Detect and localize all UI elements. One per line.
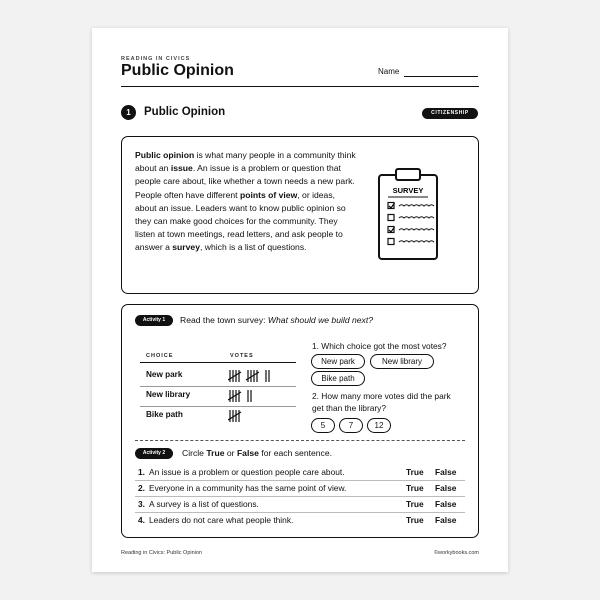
header-rule <box>121 86 479 87</box>
clipboard-title: SURVEY <box>392 186 424 195</box>
table-row-divider <box>140 406 296 407</box>
term-survey: survey <box>172 242 200 253</box>
table-header-rule <box>140 362 296 363</box>
footer-right: ©workybooks.com <box>433 550 479 556</box>
statement-row <box>138 483 346 493</box>
statement-number: 3. <box>138 499 145 509</box>
passage-span: , which is a list of questions. <box>199 242 307 253</box>
col-header-choice: CHOICE <box>146 353 174 359</box>
section-title: Public Opinion <box>144 106 226 118</box>
answer-option[interactable]: 7 <box>339 418 363 433</box>
prompt-true: True <box>206 448 225 458</box>
true-option[interactable]: True <box>406 483 424 493</box>
answer-option[interactable]: 5 <box>311 418 335 433</box>
false-option[interactable]: False <box>435 499 457 509</box>
statement-divider <box>135 480 465 481</box>
passage-span: is what many people in a community think about an <box>135 150 356 174</box>
statement-row <box>138 467 345 477</box>
answer-option[interactable]: New library <box>370 354 434 369</box>
passage-span: , or ideas, about an issue. Leaders want to know public opinion so they can make good choices for the community. They listen at town meetings, read letters, and ask people to answer a <box>135 189 346 253</box>
footer-left: Reading in Civics: Public Opinion <box>121 550 203 556</box>
tally-marks <box>228 408 298 424</box>
true-option[interactable]: True <box>406 515 424 525</box>
true-option[interactable]: True <box>406 499 424 509</box>
statement-text: Leaders do not care what people think. <box>149 515 294 525</box>
prompt-question: What should we build next? <box>267 315 374 325</box>
survey-choice: Bike path <box>146 410 183 419</box>
prompt-span: Read the town survey: <box>180 315 268 325</box>
statement-number: 1. <box>138 467 145 477</box>
statement-text: An issue is a problem or question people care about. <box>149 467 345 477</box>
term-points-of-view: points of view <box>239 189 298 200</box>
section-number: 1 <box>121 105 136 120</box>
activity2-prompt <box>182 448 332 458</box>
term-public-opinion: Public opinion <box>135 150 195 160</box>
activity1-prompt <box>180 315 373 325</box>
table-row-divider <box>140 386 296 387</box>
statement-number: 4. <box>138 515 145 525</box>
answer-option[interactable]: 12 <box>367 418 391 433</box>
prompt-span: for each sentence. <box>258 448 333 458</box>
series-kicker: READING IN CIVICS <box>121 56 191 62</box>
passage-span: . An issue is a problem or question that people care about, like whether a town needs a new park. People often have different <box>135 163 355 200</box>
topic-badge: CITIZENSHIP <box>422 108 478 119</box>
checkbox-icon <box>388 215 394 221</box>
term-issue: issue <box>170 163 193 174</box>
activity2-label: Activity 2 <box>135 448 173 459</box>
statement-text: Everyone in a community has the same point of view. <box>149 483 347 493</box>
name-field-line[interactable] <box>404 76 478 77</box>
statement-divider <box>135 512 465 513</box>
activity-divider <box>135 440 465 441</box>
col-header-votes: VOTES <box>230 353 254 359</box>
worksheet-page <box>92 28 508 572</box>
question-2: 2. How many more votes did the park get than the library? <box>312 391 451 413</box>
statement-text: A survey is a list of questions. <box>149 499 259 509</box>
prompt-span: or <box>224 448 237 458</box>
tally-marks <box>228 368 298 384</box>
tally-marks <box>228 388 298 404</box>
false-option[interactable]: False <box>435 467 457 477</box>
answer-option[interactable]: Bike path <box>311 371 365 386</box>
prompt-false: False <box>236 448 259 458</box>
clipboard-survey-icon <box>376 166 442 262</box>
statement-divider <box>135 496 465 497</box>
statement-number: 2. <box>138 483 145 493</box>
answer-option[interactable]: New park <box>311 354 365 369</box>
question-1: 1. Which choice got the most votes? <box>312 341 447 351</box>
statement-row <box>138 499 259 509</box>
passage-text <box>135 149 357 255</box>
prompt-span: Circle <box>182 448 207 458</box>
false-option[interactable]: False <box>435 515 457 525</box>
name-label: Name <box>378 67 400 76</box>
checkbox-icon <box>388 239 394 245</box>
survey-choice: New park <box>146 370 183 379</box>
page-title: Public Opinion <box>121 62 234 79</box>
statement-row <box>138 515 293 525</box>
true-option[interactable]: True <box>406 467 424 477</box>
survey-choice: New library <box>146 390 191 399</box>
false-option[interactable]: False <box>435 483 457 493</box>
activity1-label: Activity 1 <box>135 315 173 326</box>
